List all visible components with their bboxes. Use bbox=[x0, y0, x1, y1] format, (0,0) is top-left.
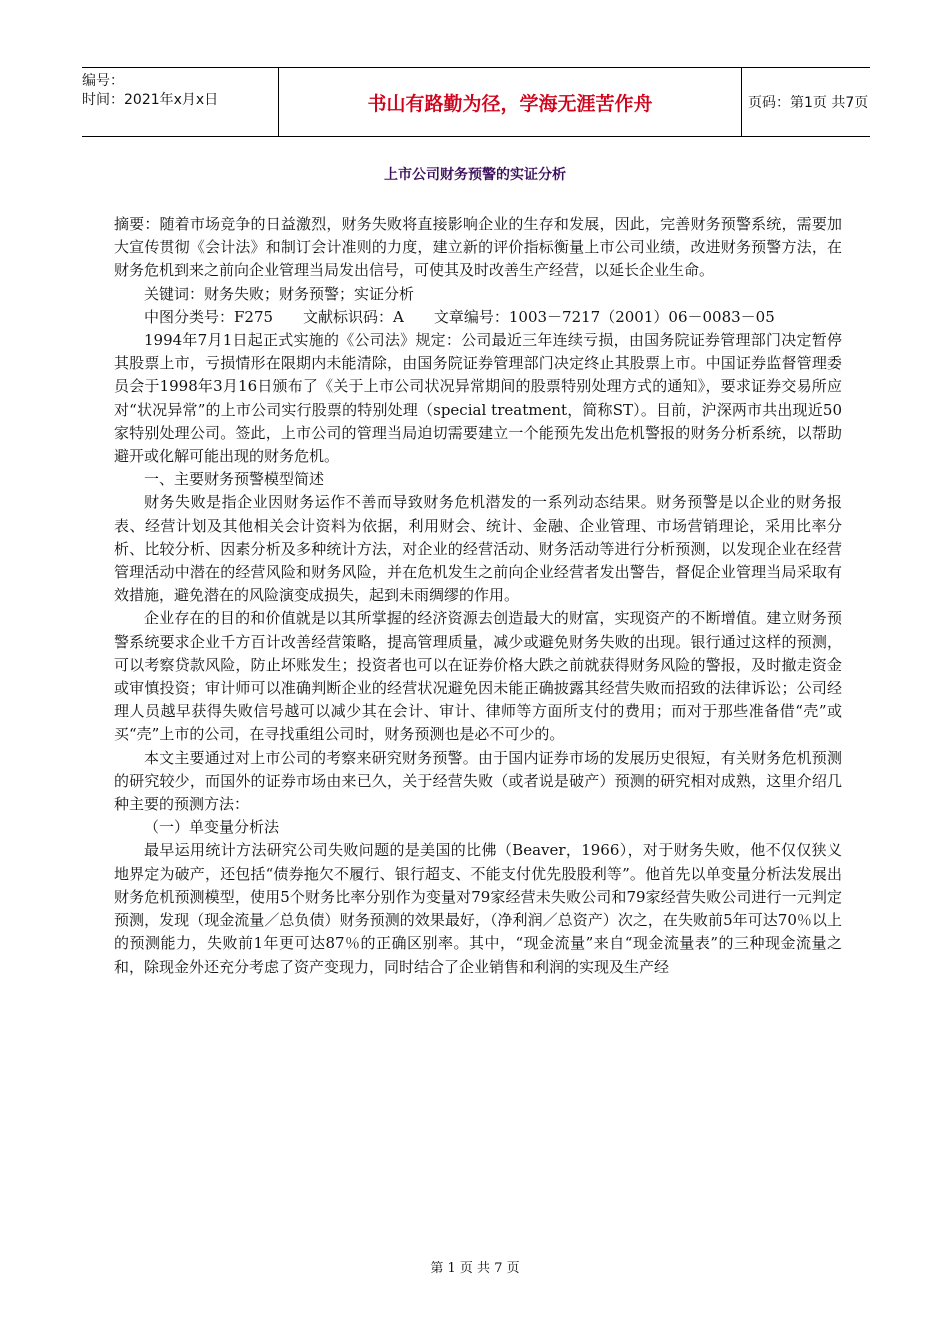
classification-line: 中图分类号：F275 文献标识码：A 文章编号：1003－7217（2001）06－0083－05 bbox=[144, 307, 775, 326]
body-paragraph: 1994年7月1日起正式实施的《公司法》规定：公司最近三年连续亏损，由国务院证券管理部门决定暂停其股票上市，亏损情形在限期内未能清除，由国务院证券管理部门决定终止其股票上市。中国证券监督管理委员会于1998年3月16日颁布了《关于上市公司状况异常期间的股票特别处理方式的通知》，要求证券交易所应对“状况异常”的上市公司实行股票的特别处理（special treatment，简称ST）。目前，沪深两市共出现近50家特别处理公司。签此，上市公司的管理当局迫切需要建立一个能预先发出危机警报的财务分析系统，以帮助避开或化解可能出现的财务危机。 bbox=[114, 331, 842, 466]
article-title: 上市公司财务预警的实证分析 bbox=[384, 167, 566, 183]
body-paragraph: 财务失败是指企业因财务运作不善而导致财务危机潜发的一系列动态结果。财务预警是以企业的财务报表、经营计划及其他相关会计资料为依据，利用财会、统计、金融、企业管理、市场营销理论，采用比率分析、比较分析、因素分析及多种统计方法，对企业的经营活动、财务活动等进行分析预测，以发现企业在经营管理活动中潜在的经营风险和财务风险，并在危机发生之前向企业经营者发出警告，督促企业管理当局采取有效措施，避免潜在的风险演变成损失，起到未雨绸缪的作用。 bbox=[114, 493, 842, 605]
body-paragraph: 最早运用统计方法研究公司失败问题的是美国的比佛（Beaver，1966），对于财务失败，他不仅仅狭义地界定为破产，还包括“债券拖欠不履行、银行超支、不能支付优先股股利等”。他首先以单变量分析法发展出财务危机预测模型，使用5个财务比率分别作为变量对79家经营未失败公司和79家经营失败公司进行一元判定预测，发现（现金流量／总负债）财务预测的效果最好，（净利润／总资产）次之，在失败前5年可达70％以上的预测能力，失败前1年更可达87％的正确区别率。其中，“现金流量”来自“现金流量表”的三种现金流量之和，除现金外还充分考虑了资产变现力，同时结合了企业销售和利润的实现及生产经 bbox=[114, 841, 842, 976]
page-footer: 第 1 页 共 7 页 bbox=[430, 1261, 520, 1276]
header-page-info: 页码：第1页 共7页 bbox=[748, 95, 869, 111]
section-heading: 一、主要财务预警模型简述 bbox=[144, 470, 325, 489]
document-date: 时间：2021年x月x日 bbox=[82, 92, 219, 108]
header-meta bbox=[82, 68, 278, 136]
header-slogan: 书山有路勤为径，学海无涯苦作舟 bbox=[278, 68, 742, 136]
body-paragraph: 企业存在的目的和价值就是以其所掌握的经济资源去创造最大的财富，实现资产的不断增值。建立财务预警系统要求企业千方百计改善经营策略，提高管理质量，减少或避免财务失败的出现。银行通过这样的预测，可以考察贷款风险，防止坏账发生；投资者也可以在证券价格大跌之前就获得财务风险的警报，及时撤走资金或审慎投资；审计师可以准确判断企业的经营状况避免因未能正确披露其经营失败而招致的法律诉讼；公司经理人员越早获得失败信号越可以减少其在会计、审计、律师等方面所支付的费用；而对于那些准备借“壳”或买“壳”上市的公司，在寻找重组公司时，财务预测也是必不可少的。 bbox=[114, 609, 842, 744]
body-paragraph: 本文主要通过对上市公司的考察来研究财务预警。由于国内证券市场的发展历史很短，有关财务危机预测的研究较少，而国外的证券市场由来已久，关于经营失败（或者说是破产）预测的研究相对成熟，这里介绍几种主要的预测方法： bbox=[114, 748, 842, 814]
keywords-line: 关键词：财务失败；财务预警；实证分析 bbox=[144, 284, 415, 303]
abstract-paragraph: 摘要：随着市场竞争的日益激烈，财务失败将直接影响企业的生存和发展，因此，完善财务预警系统，需要加大宣传贯彻《会计法》和制订会计准则的力度，建立新的评价指标衡量上市公司业绩，改进财务预警方法，在财务危机到来之前向企业管理当局发出信号，可使其及时改善生产经营，以延长企业生命。 bbox=[114, 215, 842, 280]
article-body bbox=[114, 213, 842, 979]
page-header bbox=[82, 67, 870, 137]
subsection-heading: （一）单变量分析法 bbox=[144, 818, 280, 837]
document-number-label: 编号： bbox=[82, 73, 124, 89]
